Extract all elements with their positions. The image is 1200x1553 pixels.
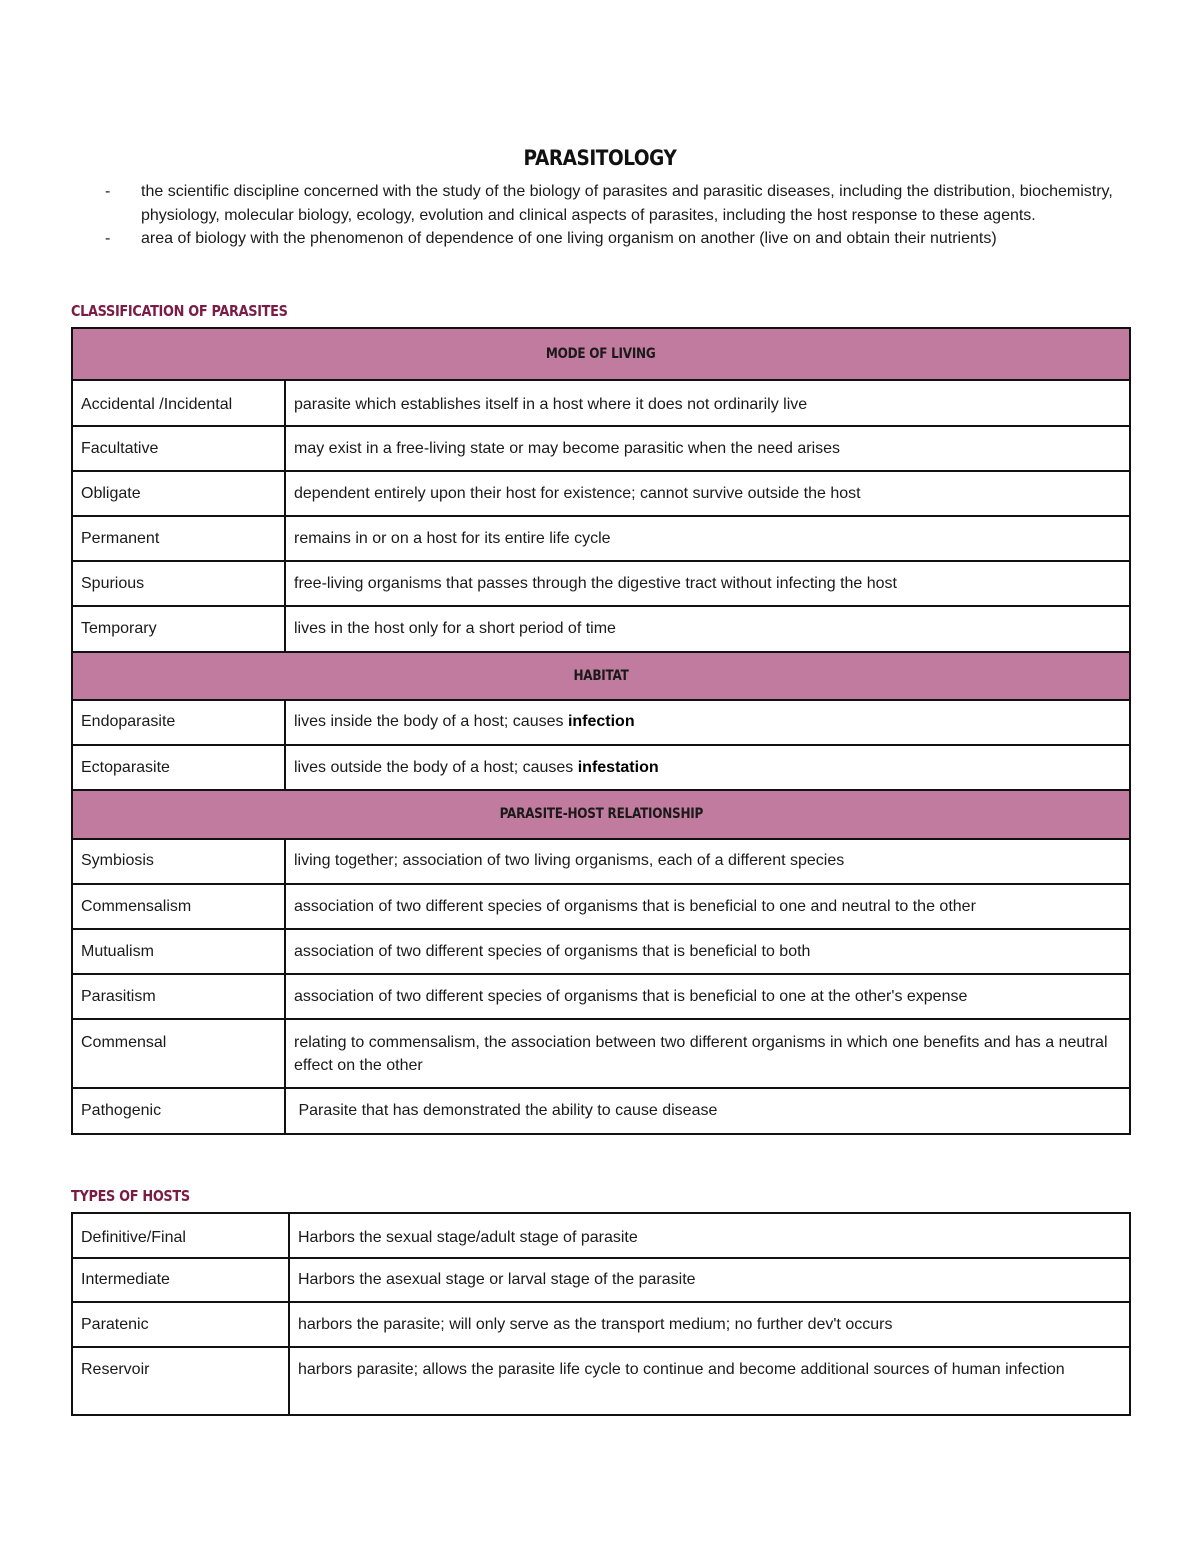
term-cell: Accidental /Incidental	[72, 380, 285, 426]
description-cell: Harbors the sexual stage/adult stage of parasite	[289, 1213, 1130, 1258]
table-row	[72, 426, 1130, 471]
description-cell: living together; association of two living organisms, each of a different species	[285, 839, 1130, 884]
term-cell: Mutualism	[72, 929, 285, 974]
table-row	[72, 745, 1130, 790]
description-cell: lives in the host only for a short period of time	[285, 606, 1130, 652]
term-cell: Permanent	[72, 516, 285, 561]
description-cell: free-living organisms that passes through the digestive tract without infecting the host	[285, 561, 1130, 606]
table-row	[72, 561, 1130, 606]
term-cell: Paratenic	[72, 1302, 289, 1347]
description-cell: harbors parasite; allows the parasite life cycle to continue and become additional sources of human infection	[289, 1347, 1130, 1415]
description-cell: association of two different species of organisms that is beneficial to one and neutral to the other	[285, 884, 1130, 929]
term-cell: Commensalism	[72, 884, 285, 929]
term-cell: Commensal	[72, 1019, 285, 1088]
table-row	[72, 700, 1130, 745]
table-row	[72, 471, 1130, 516]
page-title: PARASITOLOGY	[523, 146, 677, 170]
term-cell: Endoparasite	[72, 700, 285, 745]
table-row	[72, 1088, 1130, 1134]
table-row	[72, 606, 1130, 652]
term-cell: Obligate	[72, 471, 285, 516]
definition-text: area of biology with the phenomenon of dependence of one living organism on another (live on and obtain their nutrients)	[141, 230, 997, 247]
definition-item	[100, 180, 1140, 227]
bullet-dash: -	[105, 183, 111, 200]
description-cell: lives inside the body of a host; causes infection	[285, 700, 1130, 745]
relationship-header-row	[72, 790, 1130, 839]
table-row	[72, 380, 1130, 426]
description-cell: relating to commensalism, the association between two different organisms in which one benefits and has a neutral effect on the other	[285, 1019, 1130, 1088]
description-cell: Parasite that has demonstrated the ability to cause disease	[285, 1088, 1130, 1134]
term-cell: Ectoparasite	[72, 745, 285, 790]
description-cell: remains in or on a host for its entire life cycle	[285, 516, 1130, 561]
term-cell: Facultative	[72, 426, 285, 471]
table-row	[72, 839, 1130, 884]
description-cell: harbors the parasite; will only serve as the transport medium; no further dev't occurs	[289, 1302, 1130, 1347]
relationship-header: PARASITE-HOST RELATIONSHIP	[72, 790, 1130, 839]
description-cell: association of two different species of organisms that is beneficial to both	[285, 929, 1130, 974]
bullet-dash: -	[105, 230, 111, 247]
habitat-header: HABITAT	[72, 652, 1130, 700]
description-cell: association of two different species of organisms that is beneficial to one at the other's expense	[285, 974, 1130, 1019]
definition-list	[100, 180, 1140, 251]
term-cell: Definitive/Final	[72, 1213, 289, 1258]
habitat-header-row	[72, 652, 1130, 700]
hosts-heading: TYPES OF HOSTS	[71, 1187, 190, 1205]
table-row	[72, 1347, 1130, 1415]
mode-of-living-header-row	[72, 328, 1130, 380]
classification-table	[71, 327, 1131, 1135]
definition-text: the scientific discipline concerned with the study of the biology of parasites and parasitic diseases, including the distribution, biochemistry, physiology, molecular biology, ecology, evolution and clinical aspects of parasites, including the host response to these agents.	[141, 183, 1113, 224]
description-cell: Harbors the asexual stage or larval stage of the parasite	[289, 1258, 1130, 1302]
term-cell: Parasitism	[72, 974, 285, 1019]
term-cell: Intermediate	[72, 1258, 289, 1302]
table-row	[72, 1019, 1130, 1088]
table-row	[72, 1213, 1130, 1258]
term-cell: Reservoir	[72, 1347, 289, 1415]
emphasis-text: infestation	[577, 759, 659, 776]
description-cell: lives outside the body of a host; causes infestation	[285, 745, 1130, 790]
mode-of-living-header: MODE OF LIVING	[72, 328, 1130, 380]
table-row	[72, 516, 1130, 561]
table-row	[72, 1302, 1130, 1347]
table-row	[72, 929, 1130, 974]
classification-heading: CLASSIFICATION OF PARASITES	[71, 302, 288, 320]
description-cell: dependent entirely upon their host for existence; cannot survive outside the host	[285, 471, 1130, 516]
description-cell: may exist in a free-living state or may become parasitic when the need arises	[285, 426, 1130, 471]
table-row	[72, 1258, 1130, 1302]
term-cell: Pathogenic	[72, 1088, 285, 1134]
description-cell: parasite which establishes itself in a host where it does not ordinarily live	[285, 380, 1130, 426]
table-row	[72, 974, 1130, 1019]
definition-item	[100, 227, 1140, 251]
table-row	[72, 884, 1130, 929]
emphasis-text: infection	[567, 713, 635, 730]
term-cell: Spurious	[72, 561, 285, 606]
hosts-table	[71, 1212, 1131, 1416]
term-cell: Symbiosis	[72, 839, 285, 884]
term-cell: Temporary	[72, 606, 285, 652]
